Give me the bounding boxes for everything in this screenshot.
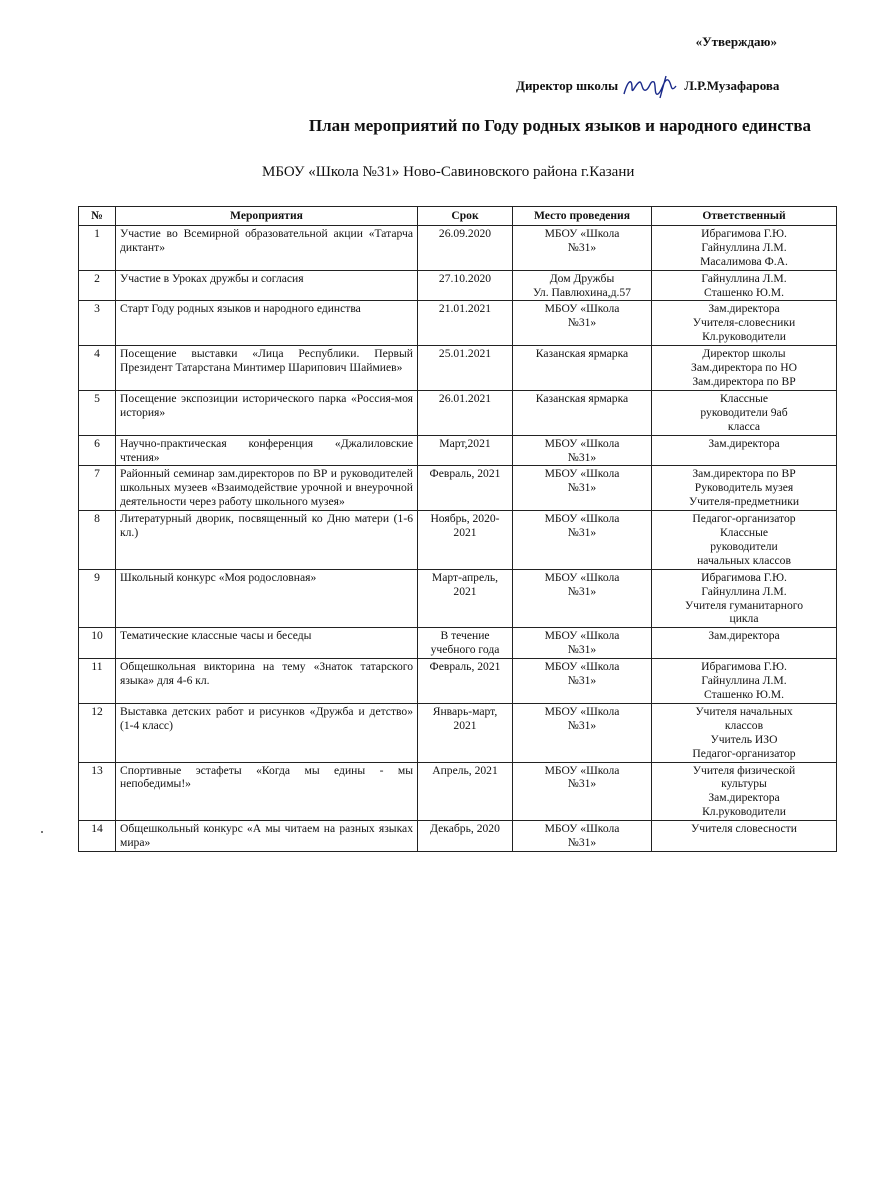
event-cell: Тематические классные часы и беседы — [116, 628, 418, 659]
place-line: №31» — [567, 643, 597, 657]
row-number-cell: 14 — [79, 821, 116, 852]
director-label: Директор школы — [516, 77, 619, 93]
place-cell — [513, 346, 652, 391]
table-row — [79, 569, 837, 628]
place-line: МБОУ «Школа — [544, 763, 620, 777]
responsible-line: Классные — [719, 391, 769, 405]
event-cell: Старт Году родных языков и народного единства — [116, 301, 418, 346]
responsible-line: цикла — [729, 612, 759, 626]
table-row — [79, 511, 837, 570]
place-line: Казанская ярмарка — [535, 391, 629, 405]
column-header-events: Мероприятия — [116, 207, 418, 226]
responsible-line: руководители 9аб — [700, 405, 788, 419]
place-line: Дом Дружбы — [549, 271, 615, 285]
responsible-line: культуры — [721, 777, 767, 791]
approval-stamp-text: «Утверждаю» — [695, 34, 777, 49]
place-cell — [513, 270, 652, 301]
event-cell: Посещение экспозиции исторического парка «Россия-моя история» — [116, 390, 418, 435]
responsible-line: Педагог-организатор — [692, 512, 796, 526]
responsible-line: Гайнуллина Л.М. — [701, 271, 787, 285]
table-body — [79, 225, 837, 851]
responsible-line: Учителя физической — [692, 763, 796, 777]
responsible-line: Директор школы — [702, 347, 786, 361]
responsible-line: Учителя начальных — [695, 704, 793, 718]
responsible-line: Руководитель музея — [694, 481, 794, 495]
responsible-line: Сташенко Ю.М. — [704, 285, 784, 299]
table-row — [79, 703, 837, 762]
event-cell: Школьный конкурс «Моя родословная» — [116, 569, 418, 628]
event-cell: Участие во Всемирной образовательной акции «Татарча диктант» — [116, 225, 418, 270]
date-cell: 25.01.2021 — [418, 346, 513, 391]
row-number-cell: 3 — [79, 301, 116, 346]
place-cell — [513, 225, 652, 270]
responsible-cell — [652, 628, 837, 659]
place-cell — [513, 435, 652, 466]
date-cell: В течение учебного года — [418, 628, 513, 659]
place-cell — [513, 301, 652, 346]
responsible-cell — [652, 225, 837, 270]
responsible-line: руководители — [710, 539, 778, 553]
responsible-line: Зам.директора по ВР — [692, 374, 796, 388]
place-cell — [513, 659, 652, 704]
row-number-cell: 10 — [79, 628, 116, 659]
place-cell — [513, 569, 652, 628]
date-cell: Январь-март, 2021 — [418, 703, 513, 762]
table-row — [79, 390, 837, 435]
responsible-cell — [652, 346, 837, 391]
row-number-cell: 12 — [79, 703, 116, 762]
place-line: МБОУ «Школа — [544, 512, 620, 526]
place-line: МБОУ «Школа — [544, 660, 620, 674]
place-line: МБОУ «Школа — [544, 570, 620, 584]
table-row — [79, 225, 837, 270]
table-row — [79, 346, 837, 391]
responsible-line: классов — [724, 718, 764, 732]
row-number-cell: 8 — [79, 511, 116, 570]
date-cell: Февраль, 2021 — [418, 659, 513, 704]
responsible-line: Учителя-словесники — [692, 316, 796, 330]
responsible-line: Гайнуллина Л.М. — [701, 674, 787, 688]
responsible-line: Учителя-предметники — [688, 495, 800, 509]
event-cell: Общешкольный конкурс «А мы читаем на разных языках мира» — [116, 821, 418, 852]
responsible-line: Педагог-организатор — [692, 746, 796, 760]
date-cell: Ноябрь, 2020-2021 — [418, 511, 513, 570]
place-line: №31» — [567, 777, 597, 791]
responsible-line: Ибрагимова Г.Ю. — [701, 570, 787, 584]
place-cell — [513, 821, 652, 852]
event-cell: Общешкольная викторина на тему «Знаток татарского языка» для 4-6 кл. — [116, 659, 418, 704]
place-cell — [513, 390, 652, 435]
table-row — [79, 301, 837, 346]
date-cell: 26.01.2021 — [418, 390, 513, 435]
row-number-cell: 13 — [79, 762, 116, 821]
row-number-cell: 11 — [79, 659, 116, 704]
event-cell: Посещение выставки «Лица Республики. Первый Президент Татарстана Минтимер Шарипович Шаймиев» — [116, 346, 418, 391]
scan-speck — [41, 831, 43, 833]
row-number-cell: 2 — [79, 270, 116, 301]
place-line: Казанская ярмарка — [535, 347, 629, 361]
place-line: МБОУ «Школа — [544, 629, 620, 643]
responsible-cell — [652, 659, 837, 704]
responsible-cell — [652, 703, 837, 762]
place-line: Ул. Павлюхина,д.57 — [533, 285, 631, 299]
responsible-line: Учитель ИЗО — [710, 732, 778, 746]
row-number-cell: 7 — [79, 466, 116, 511]
date-cell: Декабрь, 2020 — [418, 821, 513, 852]
responsible-line: Кл.руководители — [702, 330, 786, 344]
place-line: №31» — [567, 450, 597, 464]
responsible-cell — [652, 511, 837, 570]
table-row — [79, 821, 837, 852]
place-cell — [513, 762, 652, 821]
responsible-line: Сташенко Ю.М. — [704, 688, 784, 701]
place-line: МБОУ «Школа — [544, 302, 620, 316]
responsible-line: Зам.директора по НО — [691, 361, 797, 375]
responsible-line: Учителя гуманитарного — [684, 598, 804, 612]
page-title: План мероприятий по Году родных языков и народного единства — [308, 116, 811, 135]
column-header-responsible: Ответственный — [652, 207, 837, 226]
table-row — [79, 659, 837, 704]
responsible-line: Ибрагимова Г.Ю. — [701, 226, 787, 240]
place-line: МБОУ «Школа — [544, 467, 620, 481]
table-row — [79, 628, 837, 659]
place-line: №31» — [567, 836, 597, 850]
date-cell: Апрель, 2021 — [418, 762, 513, 821]
responsible-line: Кл.руководители — [702, 805, 786, 819]
column-header-number: № — [79, 207, 116, 226]
signature-icon — [620, 74, 682, 100]
place-line: №31» — [567, 584, 597, 598]
place-line: №31» — [567, 526, 597, 540]
place-line: МБОУ «Школа — [544, 704, 620, 718]
table-header-row — [79, 207, 837, 226]
responsible-cell — [652, 390, 837, 435]
place-line: №31» — [567, 674, 597, 688]
responsible-line: Зам.директора — [708, 629, 780, 643]
place-line: МБОУ «Школа — [544, 822, 620, 836]
date-cell: 21.01.2021 — [418, 301, 513, 346]
date-cell: 26.09.2020 — [418, 225, 513, 270]
responsible-cell — [652, 466, 837, 511]
event-cell: Выставка детских работ и рисунков «Дружба и детство» (1-4 класс) — [116, 703, 418, 762]
table-row — [79, 466, 837, 511]
responsible-line: Учителя словесности — [691, 822, 797, 836]
place-cell — [513, 628, 652, 659]
responsible-line: начальных классов — [697, 553, 791, 567]
date-cell: Февраль, 2021 — [418, 466, 513, 511]
responsible-line: Гайнуллина Л.М. — [701, 584, 787, 598]
event-cell: Спортивные эстафеты «Когда мы едины - мы непобедимы!» — [116, 762, 418, 821]
responsible-cell — [652, 762, 837, 821]
column-header-date: Срок — [418, 207, 513, 226]
responsible-line: Зам.директора по ВР — [692, 467, 796, 481]
responsible-cell — [652, 301, 837, 346]
table-row — [79, 762, 837, 821]
responsible-line: Зам.директора — [708, 791, 780, 805]
row-number-cell: 5 — [79, 390, 116, 435]
responsible-line: Зам.директора — [708, 436, 780, 450]
row-number-cell: 1 — [79, 225, 116, 270]
event-cell: Районный семинар зам.директоров по ВР и руководителей школьных музеев «Взаимодействие урочной и внеурочной деятельности через работу школьного музея» — [116, 466, 418, 511]
row-number-cell: 9 — [79, 569, 116, 628]
date-cell: Март-апрель, 2021 — [418, 569, 513, 628]
place-cell — [513, 511, 652, 570]
table-row — [79, 435, 837, 466]
table-row — [79, 270, 837, 301]
page-subtitle: МБОУ «Школа №31» Ново-Савиновского района г.Казани — [262, 164, 635, 180]
date-cell: Март,2021 — [418, 435, 513, 466]
date-cell: 27.10.2020 — [418, 270, 513, 301]
row-number-cell: 4 — [79, 346, 116, 391]
director-signature-line — [516, 74, 779, 100]
responsible-line: Масалимова Ф.А. — [700, 254, 788, 268]
responsible-line: Классные — [719, 526, 769, 540]
place-line: №31» — [567, 718, 597, 732]
column-header-place: Место проведения — [513, 207, 652, 226]
place-line: МБОУ «Школа — [544, 226, 620, 240]
place-line: №31» — [567, 481, 597, 495]
responsible-cell — [652, 435, 837, 466]
event-cell: Участие в Уроках дружбы и согласия — [116, 270, 418, 301]
responsible-cell — [652, 270, 837, 301]
responsible-line: Гайнуллина Л.М. — [701, 240, 787, 254]
responsible-line: Зам.директора — [708, 302, 780, 316]
responsible-line: Ибрагимова Г.Ю. — [701, 660, 787, 674]
responsible-cell — [652, 821, 837, 852]
events-table — [78, 206, 837, 852]
place-cell — [513, 703, 652, 762]
event-cell: Литературный дворик, посвященный ко Дню матери (1-6 кл.) — [116, 511, 418, 570]
director-name: Л.Р.Музафарова — [684, 77, 780, 93]
place-line: №31» — [567, 316, 597, 330]
place-line: №31» — [567, 240, 597, 254]
row-number-cell: 6 — [79, 435, 116, 466]
responsible-cell — [652, 569, 837, 628]
place-line: МБОУ «Школа — [544, 436, 620, 450]
responsible-line: класса — [727, 419, 761, 433]
place-cell — [513, 466, 652, 511]
event-cell: Научно-практическая конференция «Джалиловские чтения» — [116, 435, 418, 466]
